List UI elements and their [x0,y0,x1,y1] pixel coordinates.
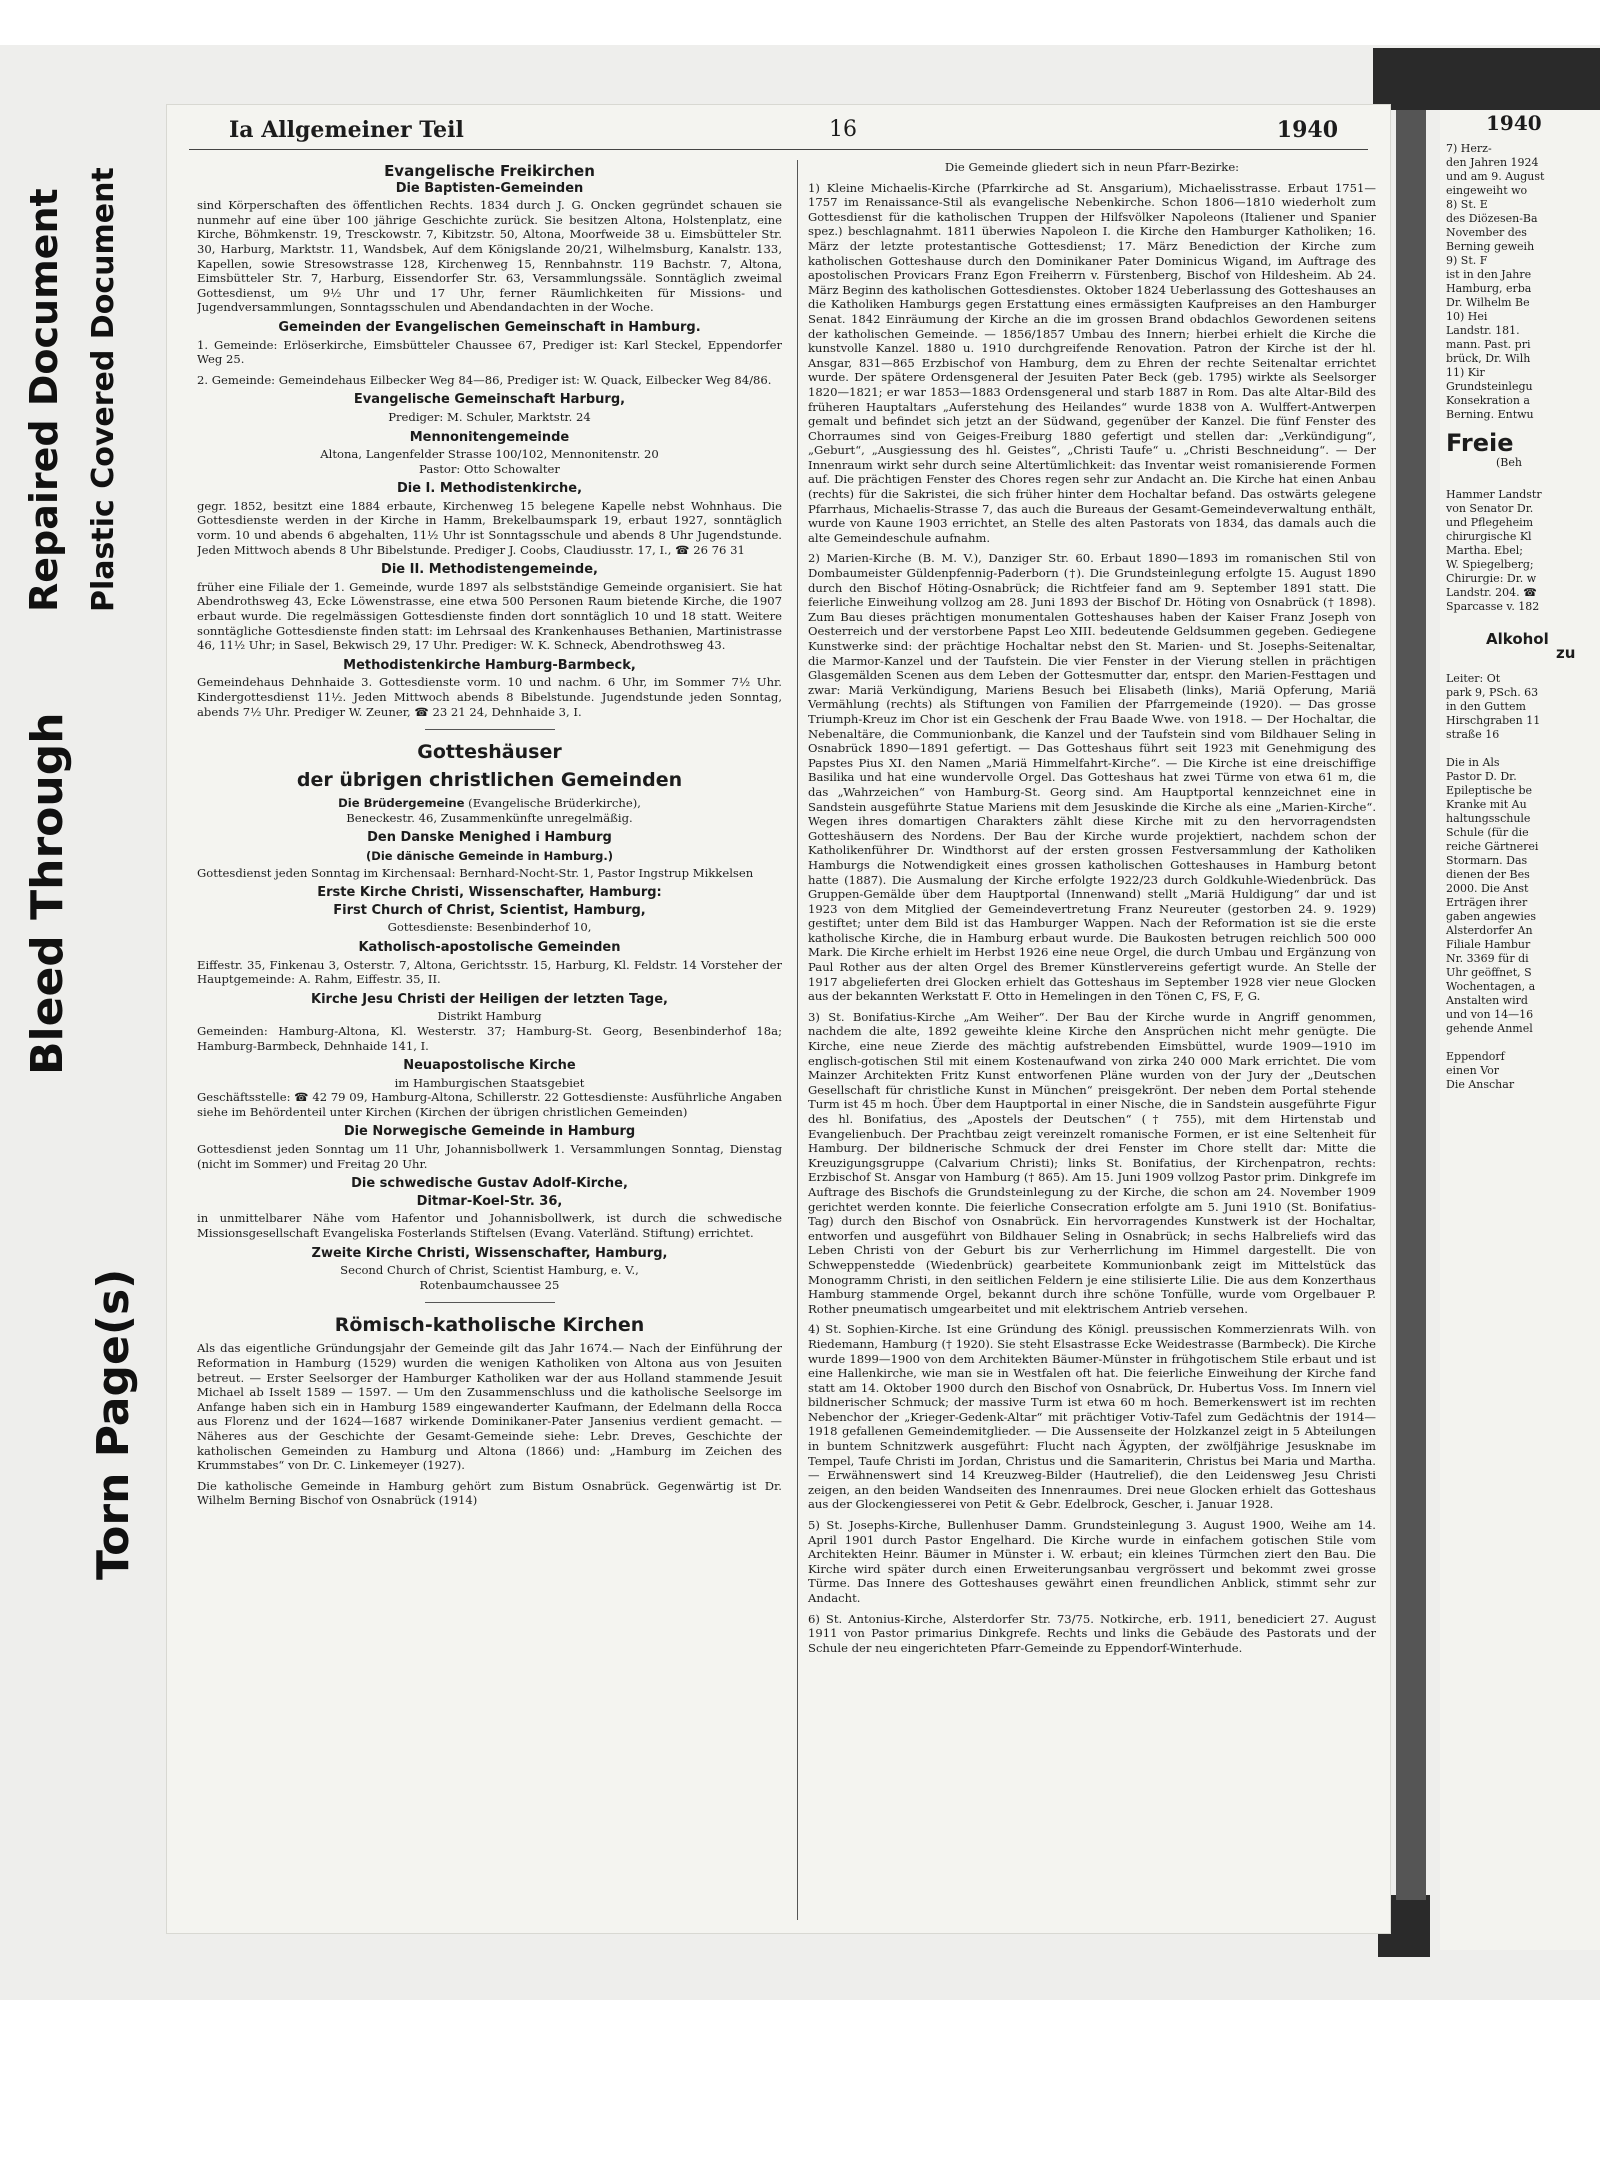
heading: Die I. Methodistenkirche, [396,481,583,497]
adjacent-line: und Pflegeheim [1446,516,1534,529]
adjacent-lines [1446,142,1594,422]
adjacent-line: 10) Hei [1446,310,1488,323]
adjacent-line: Anstalten wird [1446,994,1528,1007]
paragraph: 5) St. Josephs-Kirche, Bullenhuser Damm. Grundsteinlegung 3. August 1900, Weihe am 14. April 1901 durch Pastor Engelhard. Die Kirche wurde in einfachem gotischen Stile vom Architekten Heinr. Bäumer in Münster i. W. erbaut; ein kleines Türmchen ziert den Bau. Die Kirche wird später durch einen Erweiterungsanbau vergrössert und bekommt zwei grosse Türme. Das Innere des Gotteshauses gewährt einen freundlichen Anblick, stimmt sehr zur Andacht. [808,1518,1376,1605]
heading: Die Brüdergemeine [338,796,465,811]
paragraph: Geschäftsstelle: ☎ 42 79 09, Hamburg-Altona, Schillerstr. 22 Gottesdienste: Ausführliche Angaben siehe im Behördenteil unter Kirchen (Kirchen der übrigen christlichen Gemeinden) [197,1090,782,1119]
adjacent-line [1446,742,1594,756]
label-plastic-covered: Plastic Covered Document [86,167,121,612]
adjacent-line: Berning. Entwu [1446,408,1534,421]
paragraph: Als das eigentliche Gründungsjahr der Gemeinde gilt das Jahr 1674.— Nach der Einführung der Reformation in Hamburg (1529) wurden die wenigen Katholiken von Altona aus von Jesuiten betreut. — Erster Seelsorger der Hamburger Katholiken war der aus Holland stammende Jesuit Michael ab Isselt 1589 — 1597. — Um den Zusammenschluss und die katholische Seelsorge im Anfange haben sich ein in Hamburg 1589 eingewanderter Kaufmann, der Edelmann della Rocca aus Florenz und der 1624—1687 wirkende Dominikaner-Pater Jansenius verdient gemacht. — Näheres aus der Geschichte der Gesamt-Gemeinde siehe: Lebr. Dreves, Geschichte der katholischen Gemeinden zu Hamburg und Altona (1866) und: „Hamburg im Zeichen des Krummstabes“ von Dr. C. Linkemeyer (1927). [197,1341,782,1473]
adjacent-line: park 9, PSch. 63 [1446,686,1539,699]
heading: Kirche Jesu Christi der Heiligen der letzten Tage, [311,991,668,1007]
adjacent-line: Chirurgie: Dr. w [1446,572,1537,585]
heading: Den Danske Menighed i Hamburg [367,830,612,846]
adjacent-line: Leiter: Ot [1446,672,1501,685]
adjacent-line: in den Guttem [1446,700,1526,713]
right-column [797,160,1376,1920]
paragraph: Die Gemeinde gliedert sich in neun Pfarr-Bezirke: [944,160,1240,174]
label-repaired-document: Repaired Document [22,188,66,612]
paragraph: 2. Gemeinde: Gemeindehaus Eilbecker Weg 84—86, Prediger ist: W. Quack, Eilbecker Weg 84/86. [197,372,772,387]
adjacent-line: haltungsschule [1446,812,1531,825]
separator [425,729,555,730]
heading: Neuapostolische Kirche [403,1058,576,1074]
adjacent-line: 7) Herz- [1446,142,1492,155]
adjacent-line: Epileptische be [1446,784,1533,797]
adjacent-line: 8) St. E [1446,198,1488,211]
adjacent-line: 11) Kir [1446,366,1485,379]
section-title: Ia Allgemeiner Teil [229,117,464,143]
adjacent-line: Kranke mit Au [1446,798,1527,811]
separator [425,1302,555,1303]
paragraph: 6) St. Antonius-Kirche, Alsterdorfer Str. 73/75. Notkirche, erb. 1911, benediciert 27. August 1911 von Pastor primarius Dinkgrefe. Rechts und links die Gebäude des Pastorats und der Schule der neu eingerichteten Pfarr-Gemeinde zu Eppendorf-Winterhude. [808,1611,1376,1655]
subheading: First Church of Christ, Scientist, Hamburg, [333,902,646,918]
left-column [197,160,782,1920]
paragraph: Gottesdienste: Besenbinderhof 10, [387,920,592,935]
adjacent-line: Schule (für die [1446,826,1529,839]
adjacent-line: von Senator Dr. [1446,502,1534,515]
adjacent-year: 1940 [1486,111,1542,135]
adjacent-subheading: (Beh [1496,456,1522,469]
paragraph: 2) Marien-Kirche (B. M. V.), Danziger Str. 60. Erbaut 1890—1893 im romanischen Stil von Dombaumeister Güldenpfennig-Paderborn (†). Die Grundsteinlegung erfolgte 15. August 1890 durch den Bischof Höting-Osnabrück; die Richtfeier fand am 9. September 1891 statt. Die feierliche Einweihung vollzog am 28. Juni 1893 der Bischof Dr. Höting von Osnabrück († 1898). Zum Bau dieses prächtigen monumentalen Gotteshauses haben der Kaiser Franz Joseph von Oesterreich und der verstorbene Papst Leo XIII. bedeutende Geldsummen gegeben. Gediegene Kunstwerke sind: der prächtige Hochaltar nebst den St. Marien- und St. Josephs-Seitenaltar, die Marmor-Kanzel und der Taufstein. Die vier Fenster in der Vierung stellen in prächtigen Glasgemälden Scenen aus dem Leben der Gottesmutter dar, entspr. den Marien-Festtagen und zwar: Mariä Verkündigung, Mariens Besuch bei Elisabeth (links), Mariä Opferung, Mariä Vermählung (rechts) als Stiftungen von Familien der Pfarrgemeinde (1920). — Das grosse Triumph-Kreuz im Chor ist ein Geschenk der Frau Baade Wwe. von 1918. — Der Hochaltar, die Nebenaltäre, die Communionbank, die Kanzel und der Taufstein sind vom Bildhauer Seling in Osnabrück 1890—1891 gefertigt. — Das Gotteshaus führt seit 1923 mit Genehmigung des Papstes Pius XI. den Namen „Mariä Himmelfahrt-Kirche“. — Die Kirche ist eine dreischiffige Basilika und hat eine wundervolle Orgel. Das Gotteshaus hat zwei Türme von etwa 61 m, die das „Wahrzeichen“ von Hamburg-St. Georg sind. Am Hauptportal kennzeichnet eine in Sandstein ausgeführte Statue Mariens mit dem Jesuskinde die Kirche als eine „Marien-Kirche“. Wegen ihres domartigen Charakters zählt diese Kirche mit zu den hervorragendsten Gotteshäusern des Nordens. Der Bau der Kirche wurde projektiert, nachdem schon der Katholikenführer Dr. Windthorst auf der ersten grossen Festversammlung der Katholiken Hamburgs die Notwendigkeit eines grossen katholischen Gotteshauses in Hamburg betont hatte (1887). Die Ausmalung der Kirche erfolgte 1922/23 durch Goldkuhle-Wiedenbrück. Das Gruppen-Gemälde über dem Hauptportal (Innenwand) stellt „Mariä Huldigung“ dar und ist 1923 von dem Mitglied der Gemeindevertretung Franz Neureuter (gestorben 24. 9. 1929) gestiftet; unter dem Bild ist das Hamburger Wappen. Nach der Reformation ist sie die erste katholische Kirche, die in Hamburg erbaut wurde. Die Baukosten betrugen reichlich 500 000 Mark. Die Kirche erhielt im Herbst 1926 eine neue Orgel, die durch Umbau und Ergänzung von Paul Rother aus der alten Orgel des Bremer Künstlervereins gefertigt wurde. An Stelle der 1917 abgelieferten drei Glocken erhielt das Gotteshaus im September 1928 vier neue Glocken aus der bekannten Werkstatt F. Otto in Hemelingen in den Tönen C, FS, F, G. [808,551,1376,1004]
label-bleed-through: Bleed Through [22,712,73,1075]
adjacent-line: Hirschgraben 11 [1446,714,1541,727]
adjacent-line: Sparcasse v. 182 [1446,600,1540,613]
subheading: im Hamburgischen Staatsgebiet [394,1075,585,1090]
header-year: 1940 [1276,117,1338,143]
heading: Evangelische Gemeinschaft Harburg, [353,392,626,408]
dark-edge-spine [1396,110,1426,1900]
adjacent-line: Eppendorf [1446,1050,1505,1063]
adjacent-line: reiche Gärtnerei [1446,840,1539,853]
heading: Methodistenkirche Hamburg-Barmbeck, [343,657,636,673]
adjacent-line: Grundsteinlegu [1446,380,1533,393]
subheading: Distrikt Hamburg [437,1009,542,1024]
paragraph: 1) Kleine Michaelis-Kirche (Pfarrkirche ad St. Ansgarium), Michaelisstrasse. Erbaut 1751—1757 im Renaissance-Stil als evangelische Nebenkirche. Schon 1806—1810 wiederholt zum Gottesdienst für die katholischen Truppen der Hilfsvölker Napoleons (Italiener und Spanier spez.) beschlagnahmt. 1811 überwies Napoleon I. die Kirche den Hamburger Katholiken; 16. März der letzte protestantische Gottesdienst; 17. März Benediction der Kirche zum katholischen Gotteshause durch den Dominikaner Pater Dominicus Wigand, im Auftrage des apostolischen Provicars Franz Egon Freiherrn v. Fürstenberg, Bischof von Hildesheim. Ab 24. März Beginn des katholischen Gottesdienstes. Oktober 1824 Ueberlassung des Gotteshauses an die Katholiken Hamburgs gegen Erstattung eines ermässigten Kaufpreises an den Hamburger Senat. 1842 Einräumung der Kirche an die im grossen Brand obdachlos Gewordenen seitens der katholischen Gemeinde. — 1856/1857 Umbau des Innern; hierbei erhielt die Kirche die kunstvolle Kanzel. 1880 u. 1910 durchgreifende Renovation. Patron der Kirche ist der hl. Ansgar, 831—865 Erzbischof von Hamburg, dem zu Ehren der rechte Seitenaltar errichtet wurde. Der spätere Ordensgeneral der Jesuiten Pater Beck (geb. 1795) wirkte als Seelsorger 1820—1821; er war 1853—1883 Ordensgeneral und starb 1887 in Rom. Das alte Altar-Bild des früheren Hauptaltars „Auferstehung des Heilandes“ wurde 1838 von A. Wulffert-Antwerpen gemalt und befindet sich jetzt an der Südwand, gegenüber der Kanzel. Die fünf Fenster des Chorraumes sind von Geiges-Freiburg 1880 gefertigt und stellen dar: „Verkündigung“, „Geburt“, „Ausgiessung des hl. Geistes“, „Christi Taufe“ u. „Christi Beschneidung“. — Der Innenraum wirkt sehr durch seine Altertümlichkeit: das Inventar weist romanisierende Formen auf. Die prächtigen Fenster des Chores regen sehr zur Andacht an. Die Kirche hat einen Anbau (rechts) für die Sakristei, die sich früher hinter dem Hochaltar befand. Das ostwärts gelegene Pfarrhaus, Michaelis-Strasse 7, das auch die Bureaus der Gesamt-Gemeindeverwaltung enthält, wurde von Kaune 1903 errichtet, an Stelle des alten Pastorats von 1834, das damals auch die alte Gemeindeschule aufnahm. [808,180,1376,545]
paragraph: 3) St. Bonifatius-Kirche „Am Weiher“. Der Bau der Kirche wurde in Angriff genommen, nachdem die alte, 1892 geweihte kleine Kirche den Ansprüchen nicht mehr genügte. Die Kirche, eine neue Zierde des mächtig aufstrebenden Eimsbüttel, wurde 1909—1910 im englisch-gotischen Stil mit einem Kostenaufwand von zirka 240 000 Mark errichtet. Die vom Mainzer Architekten Fritz Kunst entworfenen Pläne wurden von der Jury der „Deutschen Gesellschaft für christliche Kunst in München“ preisgekrönt. Der neben dem Portal stehende Turm ist 45 m hoch. Über dem Hauptportal in einer Nische, die in Sandstein ausgeführte Figur des hl. Bonifatius, des „Apostels der Deutschen“ († 755), mit dem Hirtenstab und Evangelienbuch. Der Prachtbau zeigt vereinzelt romanische Formen, er ist eine Seltenheit für Hamburg. Der bildnerische Schmuck der drei Fenster im Chore stellt dar: Mitte die Kreuzigungsgruppe (Calvarium Christi); links St. Bonifatius, der Kirchenpatron, rechts: Erzbischof St. Ansgar von Hamburg († 865). Am 15. Juni 1909 vollzog Pastor prim. Dinkgrefe im Auftrage des Bischofs die Grundsteinlegung zu der Kirche, die schon am 24. November 1909 gerichtet werden konnte. Die feierliche Consecration erfolgte am 5. Juni 1910 (St. Bonifatius-Tag) durch den Bischof von Osnabrück. Ein hervorragendes Kunstwerk ist der Hochaltar, entworfen und ausgeführt von Bildhauer Seling in Osnabrück; in sechs Halbreliefs wird das Leben Christi von der Geburt bis zur Verherrlichung im Himmel dargestellt. Die von Schweppenstedde (Wiedenbrück) gearbeitete Kommunionbank zeigt im Mittelstück das Monogramm Christi, in den seitlichen Feldern je eine stilisierte Lilie. Die aus dem Konzerthaus Hamburg stammende Orgel, bekannt durch ihre schöne Tonfülle, wurde vom Orgelbauer P. Rother pneumatisch umgearbeitet und mit elektrischem Antrieb versehen. [808,1009,1376,1316]
adjacent-line: Dr. Wilhelm Be [1446,296,1530,309]
heading: Die II. Methodistengemeinde, [381,562,598,578]
heading: Evangelische Freikirchen [384,162,595,180]
paragraph: Prediger: M. Schuler, Marktstr. 24 [388,409,591,424]
adjacent-heading: Freie [1446,429,1514,457]
adjacent-line: und von 14—16 [1446,1008,1534,1021]
adjacent-line: gehende Anmel [1446,1022,1533,1035]
heading: Erste Kirche Christi, Wissenschafter, Hamburg: [317,885,662,901]
adjacent-line: Landstr. 181. [1446,324,1520,337]
adjacent-line: W. Spiegelberg; [1446,558,1534,571]
adjacent-lines [1446,672,1594,1092]
heading-note: (Evangelische Brüderkirche), [468,796,641,811]
paragraph: gegr. 1852, besitzt eine 1884 erbaute, Kirchenweg 15 belegene Kapelle nebst Wohnhaus. Die Gottesdienste werden in der Kirche in Hamm, Brekelbaumspark 19, erbaut 1927, sonntäglich vorm. 10 und abends 6 abgehalten, 11½ Uhr ist Sonntagsschule und abends 8 Uhr Jugendstunde. Jeden Mittwoch abends 8 Uhr Bibelstunde. Prediger J. Coobs, Claudiusstr. 17, I., ☎ 26 76 31 [197,498,782,557]
adjacent-line: Martha. Ebel; [1446,544,1523,557]
section-heading: Römisch-katholische Kirchen [334,1314,645,1337]
adjacent-line: einen Vor [1446,1064,1500,1077]
heading: Die Norwegische Gemeinde in Hamburg [343,1124,636,1140]
adjacent-line: des Diözesen-Ba [1446,212,1538,225]
adjacent-line: dienen der Bes [1446,868,1530,881]
adjacent-heading: Alkohol [1486,630,1549,648]
dark-edge-top [1373,48,1600,110]
page-header [189,113,1368,150]
subheading: Ditmar-Koel-Str. 36, [416,1193,563,1209]
adjacent-line: chirurgische Kl [1446,530,1532,543]
paragraph: früher eine Filiale der 1. Gemeinde, wurde 1897 als selbstständige Gemeinde organisiert. Sie hat Abendrothsweg 43, Ecke Löwenstrasse, eine etwa 500 Personen Raum bietende Kirche, die 1907 erbaut wurde. Die regelmässigen Gottesdienste finden dort sonntäglich 10 und 18 statt. Weitere sonntägliche Gottesdienste finden statt: im Lehrsaal des Krankenhauses Bethanien, Martinistrasse 46, 11½ Uhr; in Sasel, Bekwisch 29, 17 Uhr. Prediger: W. K. Schneck, Abendrothsweg 43. [197,579,782,653]
paragraph: 1. Gemeinde: Erlöserkirche, Eimsbütteler Chaussee 67, Prediger ist: Karl Steckel, Eppendorfer Weg 25. [197,337,782,367]
adjacent-page [1440,110,1600,1950]
adjacent-line: mann. Past. pri [1446,338,1531,351]
subheading: Rotenbaumchaussee 25 [419,1277,560,1292]
paragraph: Eiffestr. 35, Finkenau 3, Osterstr. 7, Altona, Gerichtsstr. 15, Harburg, Kl. Feldstr. 14 Vorsteher der Hauptgemeinde: A. Rahm, Eiffestr. 35, II. [197,957,782,987]
adjacent-line: Landstr. 204. ☎ [1446,586,1537,599]
section-heading: Gotteshäuser [417,741,562,764]
section-heading: der übrigen christlichen Gemeinden [296,769,683,792]
adjacent-line: Die Anschar [1446,1078,1515,1091]
adjacent-heading: zu [1556,644,1576,662]
adjacent-line: Alsterdorfer An [1446,924,1533,937]
adjacent-line: Uhr geöffnet, S [1446,966,1532,979]
page-number: 16 [829,117,857,142]
adjacent-line: Die in Als [1446,756,1500,769]
adjacent-line: Stormarn. Das [1446,854,1528,867]
paragraph: Altona, Langenfelder Strasse 100/102, Mennonitenstr. 20 [320,447,659,462]
paragraph: sind Körperschaften des öffentlichen Rechts. 1834 durch J. G. Oncken gegründet schauen sie nunmehr auf eine über 100 jährige Geschichte zurück. Sie besitzen Altona, Holstenplatz, eine Kirche, Böhmkenstr. 19, Tresckowstr. 7, Kibitzstr. 50, Altona, Moorfweide 38 u. Eimsbütteler Str. 30, Harburg, Marktstr. 11, Wandsbek, Auf dem Königslande 20/21, Wilhelmsburg, Kanalstr. 133, Kapellen, sowie Stresowstrasse 128, Kirchenweg 15, Rennbahnstr. 119 Bachstr. 7, Altona, Eimsbütteler Str. 7, Harburg, Eissendorfer Str. 63, Versammlungssäle. Sonntäglich zweimal Gottesdienst, um 9½ Uhr und 17 Uhr, ferner Räumlichkeiten für Missions- und Jugendversammlungen, Sonntagsschulen und Abendandachten in der Woche. [197,198,782,315]
adjacent-line: ist in den Jahre [1446,268,1532,281]
paragraph: Gottesdienst jeden Sonntag im Kirchensaal: Bernhard-Nocht-Str. 1, Pastor Ingstrup Mikkelsen [197,865,754,880]
newspaper-page [167,105,1390,1933]
adjacent-line: Wochentagen, a [1446,980,1536,993]
label-torn-pages: Torn Page(s) [88,1268,139,1580]
adjacent-line: Nr. 3369 für di [1446,952,1529,965]
paragraph: Die katholische Gemeinde in Hamburg gehört zum Bistum Osnabrück. Gegenwärtig ist Dr. Wilhelm Berning Bischof von Osnabrück (1914) [197,1478,782,1508]
adjacent-line: gaben angewies [1446,910,1537,923]
subheading: (Die dänische Gemeinde in Hamburg.) [366,848,613,863]
paragraph: Gemeinden: Hamburg-Altona, Kl. Westerstr. 37; Hamburg-St. Georg, Besenbinderhof 18a; Hamburg-Barmbeck, Dehnhaide 141, I. [197,1023,782,1053]
adjacent-line: Pastor D. Dr. [1446,770,1517,783]
adjacent-line: brück, Dr. Wilh [1446,352,1531,365]
adjacent-line: eingeweiht wo [1446,184,1528,197]
heading: Katholisch-apostolische Gemeinden [358,939,621,955]
paragraph: 4) St. Sophien-Kirche. Ist eine Gründung des Königl. preussischen Kommerzienrats Wilh. von Riedemann, Hamburg († 1920). Sie steht Elsastrasse Ecke Weidestrasse (Barmbeck). Die Kirche wurde 1899—1900 von dem Architekten Bäumer-Münster in frühgotischem Stile erbaut und ist eine Hallenkirche, wie man sie in Westfalen oft hat. Die feierliche Einweihung der Kirche fand statt am 14. Oktober 1900 durch den Bischof von Osnabrück, Dr. Hubertus Voss. Im Innern viel bildnerischer Schmuck; der massive Turm ist etwa 60 m hoch. Bemerkenswert ist im rechten Nebenchor der „Krieger-Gedenk-Altar“ mit prächtiger Votiv-Tafel zum Gedächtnis der 1914—1918 gefallenen Gemeindemitglieder. — Die Aussenseite der Holzkanzel zeigt in 5 Abteilungen in buntem Schnitzwerk ausgeführt: Flucht nach Ägypten, der zwölfjährige Jesusknabe im Tempel, Taufe Christi im Jordan, Christus und die Samariterin, Christus bei Maria und Martha. — Erwähnenswert sind 14 Kreuzweg-Bilder (Hautrelief), die den Leidensweg Jesu Christi zeigen, an den beiden Wandseiten des Innenraumes. Drei neue Glocken erhielt das Gotteshaus aus der Glockengiesserei von Petit & Gebr. Edelbrock, Gescher, i. Januar 1928. [808,1322,1376,1512]
adjacent-line: Hammer Landstr [1446,488,1542,501]
paragraph: Gemeindehaus Dehnhaide 3. Gottesdienste vorm. 10 und nachm. 6 Uhr, im Sommer 7½ Uhr. Kindergottesdienst 11½. Jeden Mittwoch abends 8 Bibelstunde. Jugendstunde jeden Sonntag, abends 7½ Uhr. Prediger W. Zeuner, ☎ 23 21 24, Dehnhaide 3, I. [197,675,782,719]
adjacent-line [1446,1036,1594,1050]
adjacent-line: Konsekration a [1446,394,1530,407]
adjacent-line: den Jahren 1924 [1446,156,1539,169]
adjacent-line: November des [1446,226,1527,239]
paragraph: Gottesdienst jeden Sonntag um 11 Uhr, Johannisbollwerk 1. Versammlungen Sonntag, Dienstag (nicht im Sommer) und Freitag 20 Uhr. [197,1142,782,1171]
heading: Gemeinden der Evangelischen Gemeinschaft in Hamburg. [278,319,701,335]
adjacent-lines [1446,488,1594,614]
adjacent-line: Berning geweih [1446,240,1535,253]
adjacent-line: straße 16 [1446,728,1500,741]
adjacent-line: und am 9. August [1446,170,1545,183]
adjacent-line: 2000. Die Anst [1446,882,1529,895]
paragraph: Beneckestr. 46, Zusammenkünfte unregelmäßig. [346,810,633,825]
subheading: Die Baptisten-Gemeinden [395,180,584,196]
heading: Zweite Kirche Christi, Wissenschafter, Hamburg, [311,1245,668,1261]
adjacent-line: Filiale Hambur [1446,938,1531,951]
heading: Die schwedische Gustav Adolf-Kirche, [351,1176,628,1192]
paragraph: in unmittelbarer Nähe vom Hafentor und Johannisbollwerk, ist durch die schwedische Missionsgesellschaft Evangeliska Fosterlands Stiftelsen (Evang. Vaterländ. Stiftung) errichtet. [197,1211,782,1241]
adjacent-line: 9) St. F [1446,254,1488,267]
heading: Mennonitengemeinde [409,429,570,445]
adjacent-line: Hamburg, erba [1446,282,1532,295]
adjacent-line: Erträgen ihrer [1446,896,1528,909]
paragraph: Pastor: Otto Schowalter [419,461,560,476]
subheading: Second Church of Christ, Scientist Hamburg, e. V., [340,1263,639,1278]
